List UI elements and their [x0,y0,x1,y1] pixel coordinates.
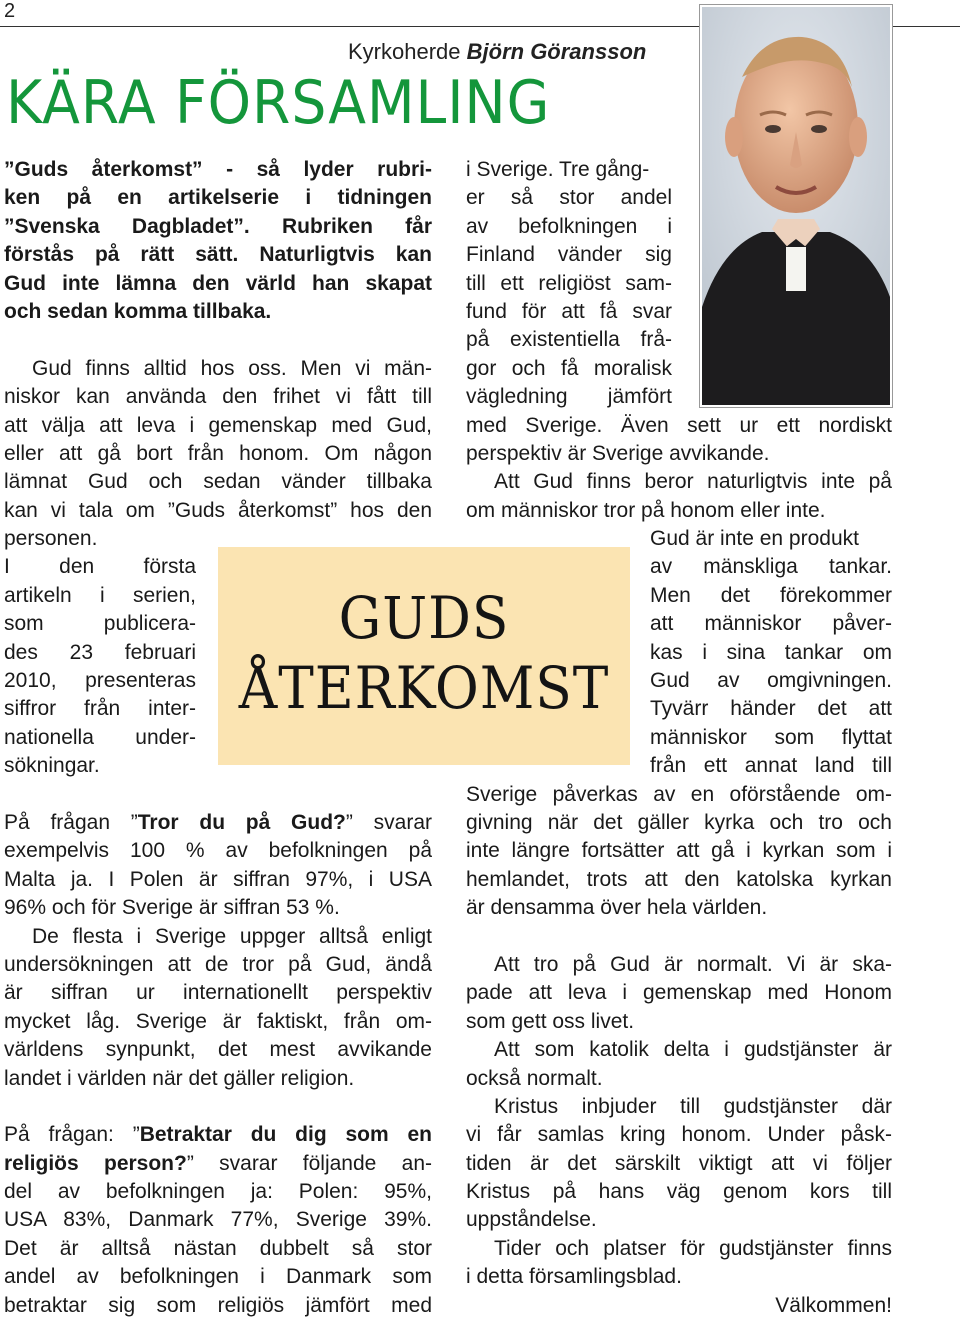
text-line: till ett religiöst sam- [466,271,672,295]
byline-name: Björn Göransson [466,39,647,64]
left-column [4,156,432,1320]
text-line: exempelvis 100 % av befolkningen på [4,839,432,863]
header-rule-right [888,26,960,27]
text-line: personen. [4,527,98,551]
text-line: med Sverige. Även sett ur ett nordiskt [466,413,892,437]
text-line: Sverige påverkas av en oförstående om- [466,782,892,806]
text-line: De flesta i Sverige uppger alltså enligt [32,924,432,948]
text-line: att välja att leva i gemenskap med Gud, [4,413,432,437]
text-line: del av befolkningen ja: Polen: 95%, [4,1180,432,1204]
text-line: som gett oss livet. [466,1009,635,1033]
byline-prefix: Kyrkoherde [348,39,461,64]
text-line: På frågan ”Tror du på Gud?” svarar [4,810,432,834]
text-line: är siffran ur internationellt perspektiv [4,981,432,1005]
text-line: vägledning jämfört [466,385,672,409]
text-line: tiden är det särskilt viktigt att vi följer [466,1151,892,1175]
text-line: lämnat Gud och sedan vänder tillbaka [4,470,432,494]
text-line: religiös person?” svarar följande an- [4,1151,432,1175]
text-line: Kristus inbjuder till gudstjänster där [494,1094,892,1118]
text-line: Gud av omgivningen. [650,669,892,693]
text-line: Gud finns alltid hos oss. Men vi män- [32,356,432,380]
text-line: Tider och platser för gudstjänster finns [494,1236,892,1260]
text-line: ”Guds återkomst” - så lyder rubri- [4,158,432,181]
text-line: gor och få moralisk [466,356,672,380]
header-rule [0,26,700,27]
text-line: Gud är inte en produkt [650,527,859,551]
paragraph [4,355,432,554]
text-line: artikeln i serien, [4,583,196,607]
text-line: Att Gud finns beror naturligtvis inte på [494,470,892,494]
text-line: av mänskliga tankar. [650,555,892,579]
text-line: 2010, presenteras [4,669,196,693]
text-line: förstås på rätt sätt. Naturligtvis kan [4,243,432,267]
text-line: givning när det gäller kyrka och tro och [466,810,892,834]
text-line: hemlandet, trots att den katolska kyrkan [466,867,892,891]
text-line: på existentiella frå- [466,328,672,352]
text-line: sökningar. [4,754,100,778]
text-line: vi får samlas kring honom. Under påsk- [466,1123,892,1147]
text-line: pade att leva i gemenskap med Honom [466,981,892,1005]
text-line: fund för att få svar [466,299,672,323]
callout-line-2: ÅTERKOMST [238,654,610,722]
text-line: Malta ja. I Polen är siffran 97%, i USA [4,867,432,891]
right-column [466,156,892,1320]
text-line: också normalt. [466,1066,603,1090]
question-text: Betraktar du dig som en [139,1123,432,1147]
paragraph [4,923,432,1093]
paragraph [466,468,892,525]
text-line: världens synpunkt, det mest avvikande [4,1038,432,1062]
text-line: från ett annat land till [650,754,892,778]
text-line: perspektiv är Sverige avvikande. [466,441,770,465]
paragraph [4,809,432,923]
text-line: Kristus på hans väg genom kors till [466,1180,892,1204]
intro-paragraph [4,156,432,326]
text-line: av befolkningen i [466,214,672,238]
text-line: i detta församlingsblad. [466,1265,682,1289]
text-line: landet i världen när det gäller religion. [4,1066,355,1090]
text-line: mycket låg. Sverige är faktiskt, från om- [4,1009,432,1033]
text-line: andel av befolkningen i Danmark som [4,1265,432,1289]
text-line: ”Svenska Dagbladet”. Rubriken får [4,214,432,238]
text-line: På frågan: ”Betraktar du dig som en [4,1123,432,1147]
text-line: USA 83%, Danmark 77%, Sverige 39%. [4,1208,432,1232]
text-line: och sedan komma tillbaka. [4,299,272,323]
text-line: uppståndelse. [466,1208,597,1232]
paragraph [4,553,196,780]
text-line: 96% och för Sverige är siffran 53 %. [4,896,340,920]
text-line: niskor kan använda den frihet vi fått till [4,385,432,409]
text-line: Det är alltså nästan dubbelt så stor [4,1236,432,1260]
paragraph [4,1121,432,1320]
text-line: er så stor andel [466,186,672,210]
text-line: människor som flyttat [650,725,892,749]
paragraph [466,156,892,468]
text-line: Finland vänder sig [466,243,672,267]
text-line: som publicera- [4,612,196,636]
text-line: betraktar sig som religiös jämfört med [4,1293,432,1317]
text-line: eller att gå bort från honom. Om någon [4,441,432,465]
page-number: 2 [4,0,16,22]
text-line: om människor tror på honom eller inte. [466,498,826,522]
text-line: ken på en artikelserie i tidningen [4,186,432,210]
question-text: Tror du på Gud? [137,810,346,834]
page-title: KÄRA FÖRSAMLING [6,68,551,138]
author-byline [348,39,646,65]
paragraph [466,525,892,922]
text-line: Att som katolik delta i gudstjänster är [494,1038,892,1062]
closing-greeting: Välkommen! [775,1293,892,1317]
text-line: kan vi tala om ”Guds återkomst” hos den [4,498,432,522]
text-line: Men det förekommer [650,583,892,607]
text-line: Tyvärr händer det att [650,697,892,721]
question-text: religiös person? [4,1151,187,1175]
paragraph [466,951,892,1036]
text-line: des 23 februari [4,640,196,664]
text-line: undersökningen att de tror på Gud, ändå [4,952,432,976]
text-line: I den första [4,555,196,579]
text-line: nationella under- [4,725,196,749]
text-line: siffror från inter- [4,697,196,721]
text-line: Gud inte lämna den värld han skapat [4,271,432,295]
paragraph [466,1036,892,1093]
text-line: Att tro på Gud är normalt. Vi är ska- [494,952,892,976]
paragraph [466,1235,892,1292]
text-line: är densamma över hela världen. [466,896,768,920]
paragraph [466,1093,892,1235]
text-line: att människor påver- [650,612,892,636]
text-line: inte längre fortsätter att gå i kyrkan som i [466,839,892,863]
text-line: kas i sina tankar om [650,640,892,664]
callout-line-1: GUDS [338,584,510,652]
text-line: i Sverige. Tre gång- [466,158,650,181]
